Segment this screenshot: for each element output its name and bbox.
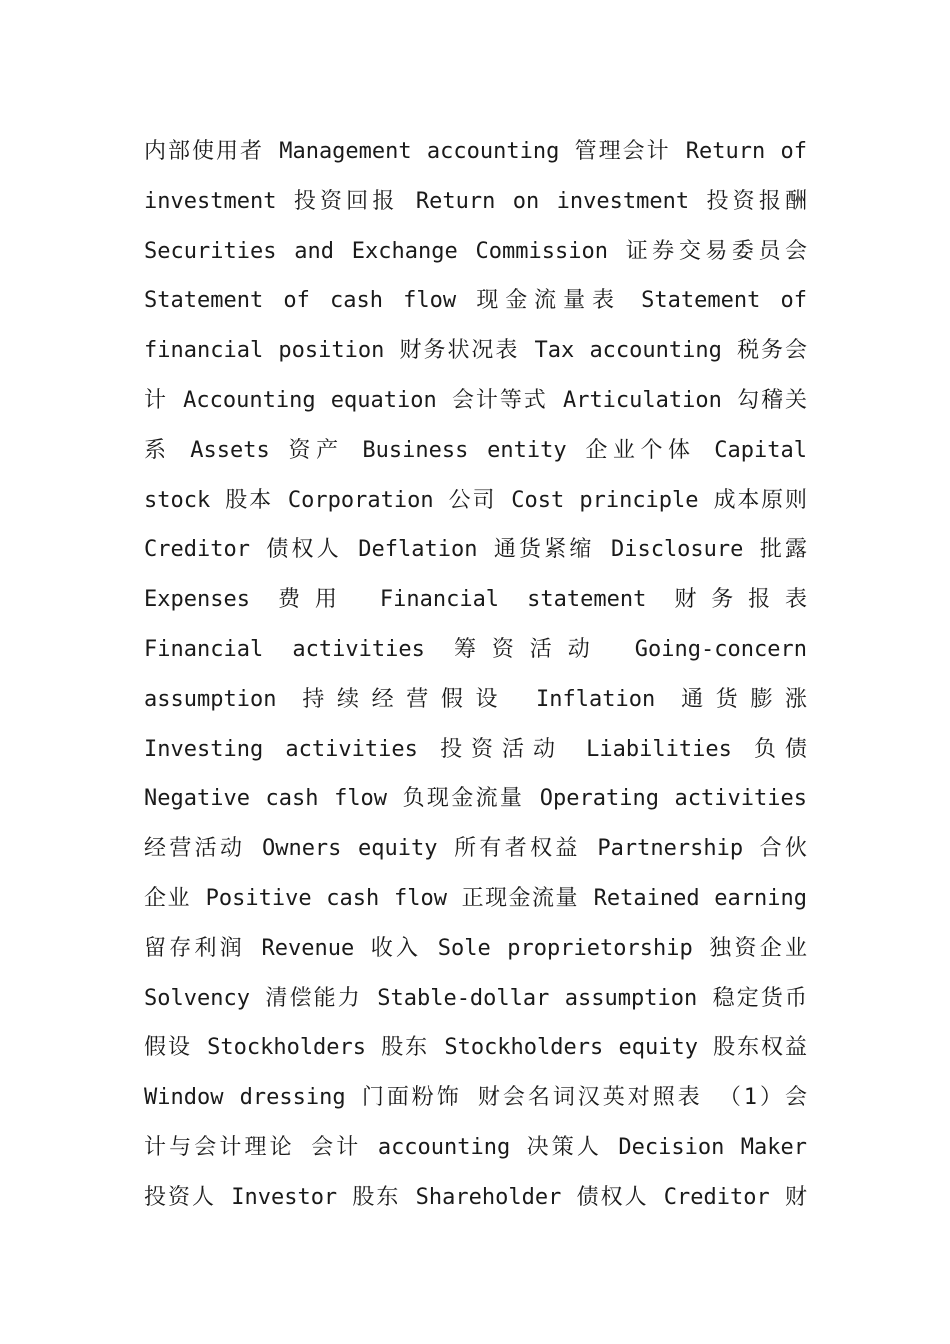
text-line: Window dressing 门面粉饰 财会名词汉英对照表 （1）会 bbox=[144, 1085, 807, 1111]
text-line: 系 Assets 资产 Business entity 企业个体 Capital bbox=[144, 437, 807, 463]
text-line: 企业 Positive cash flow 正现金流量 Retained earning bbox=[144, 885, 807, 911]
text-line: 假设 Stockholders 股东 Stockholders equity 股东权益 bbox=[144, 1035, 807, 1061]
text-line: Securities and Exchange Commission 证券交易委员会 bbox=[144, 238, 807, 264]
text-line: financial position 财务状况表 Tax accounting 税务会 bbox=[144, 338, 807, 364]
text-line: Solvency 清偿能力 Stable-dollar assumption 稳定货币 bbox=[144, 985, 807, 1011]
text-line: 计与会计理论 会计 accounting 决策人 Decision Maker bbox=[144, 1134, 807, 1160]
text-line: Financial activities 筹资活动 Going-concern bbox=[144, 636, 807, 662]
text-line: Investing activities 投资活动 Liabilities 负债 bbox=[144, 736, 807, 762]
text-line: 计 Accounting equation 会计等式 Articulation 勾稽关 bbox=[144, 387, 807, 413]
text-line: Creditor 债权人 Deflation 通货紧缩 Disclosure 批露 bbox=[144, 537, 807, 563]
text-line: stock 股本 Corporation 公司 Cost principle 成本原则 bbox=[144, 487, 807, 513]
text-line: Expenses 费用 Financial statement 财务报表 bbox=[144, 587, 807, 613]
text-line: 内部使用者 Management accounting 管理会计 Return of bbox=[144, 139, 807, 164]
text-line: 留存利润 Revenue 收入 Sole proprietorship 独资企业 bbox=[144, 935, 807, 961]
text-line: Statement of cash flow 现金流量表 Statement of bbox=[144, 288, 807, 314]
text-line: assumption 持续经营假设 Inflation 通货膨涨 bbox=[144, 686, 807, 712]
text-line: Negative cash flow 负现金流量 Operating activities bbox=[144, 786, 807, 812]
text-line: 投资人 Investor 股东 Shareholder 债权人 Creditor 财 bbox=[144, 1184, 807, 1210]
text-line: 经营活动 Owners equity 所有者权益 Partnership 合伙 bbox=[144, 836, 807, 862]
body-text bbox=[144, 127, 807, 1223]
text-line: investment 投资回报 Return on investment 投资报酬 bbox=[144, 188, 807, 214]
